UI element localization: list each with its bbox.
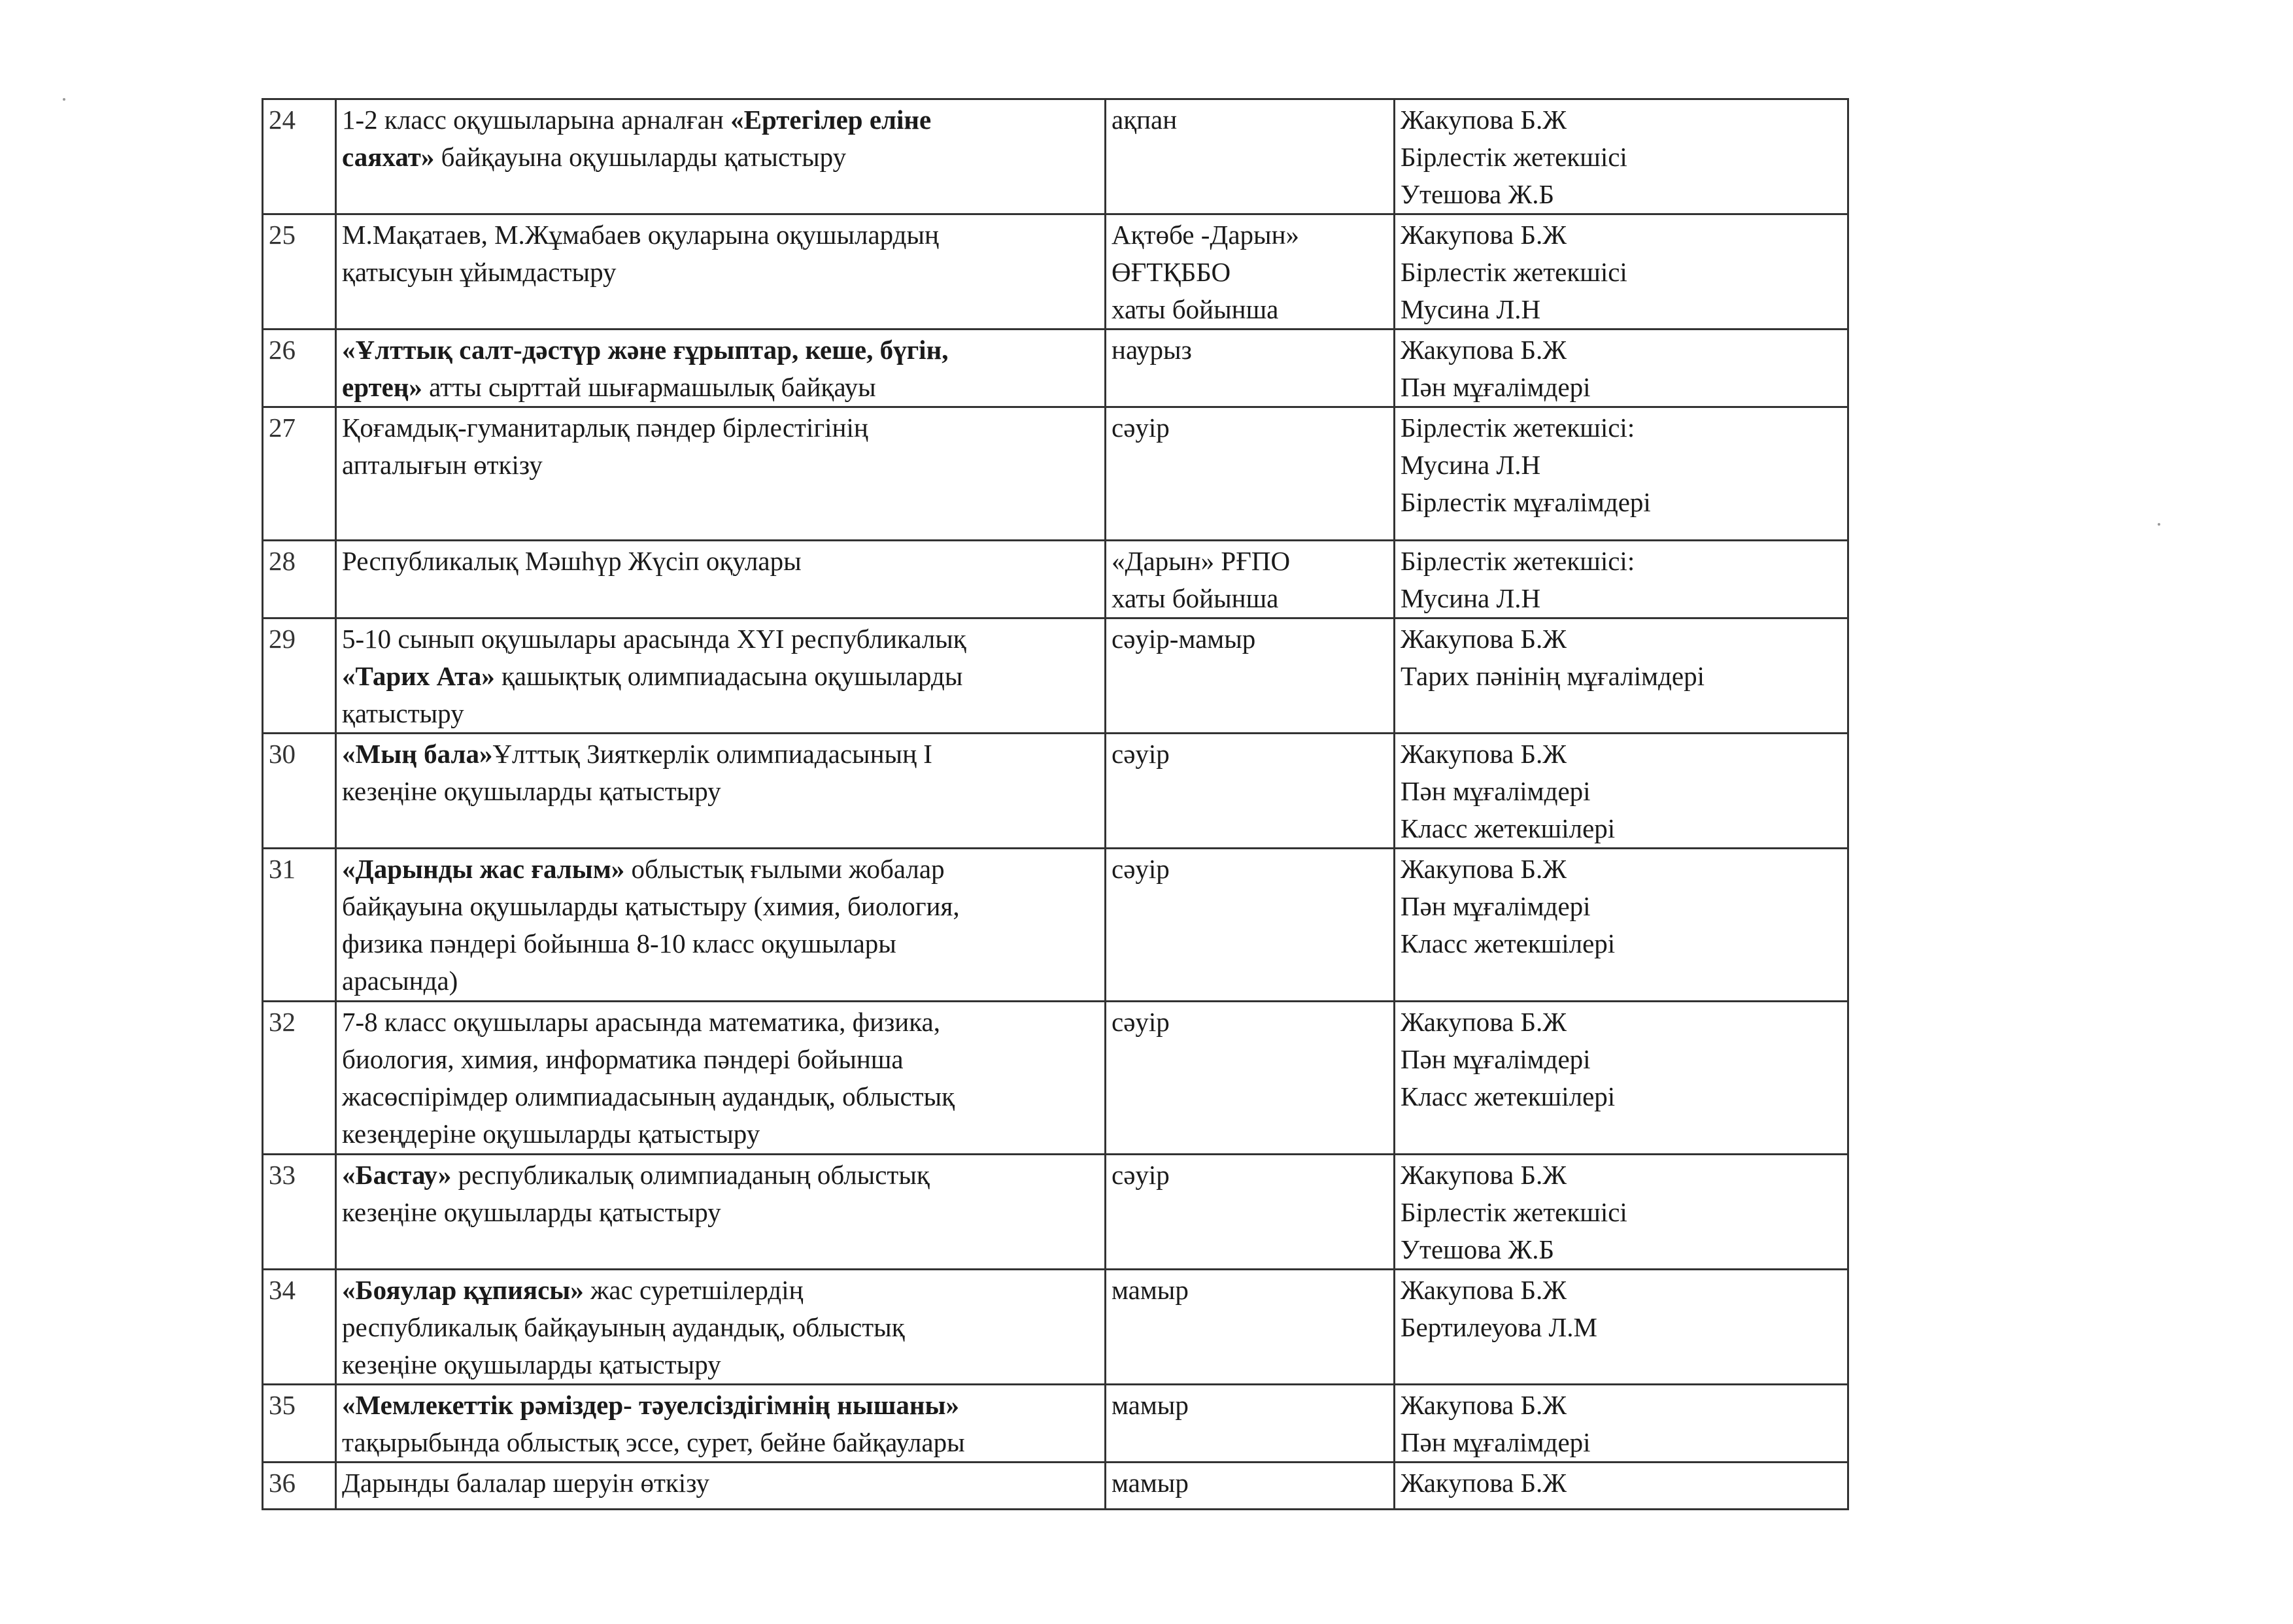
responsible-line: Бірлестік жетекшісі <box>1401 257 1627 287</box>
event-text: кезеңіне оқушыларды қатыстыру <box>342 1349 721 1379</box>
event-title-bold: «Дарынды жас ғалым» <box>342 854 625 884</box>
event-title-bold: «Ұлттық салт-дәстүр және ғұрыптар, кеше, бүгін, <box>342 335 949 365</box>
event-title-bold: «Бастау» <box>342 1160 452 1190</box>
event-text: Республикалық Мәшһүр Жүсіп оқулары <box>342 546 802 576</box>
event-text: республикалық байқауының аудандық, облыстық <box>342 1312 905 1342</box>
event-title-bold: «Ертегілер еліне <box>730 105 932 135</box>
event-date <box>1106 1463 1395 1510</box>
event-text: тақырыбында облыстық эссе, сурет, бейне байқаулары <box>342 1427 965 1457</box>
responsible-line: Жакупова Б.Ж <box>1401 1390 1567 1420</box>
event-line <box>342 888 1100 925</box>
scan-speck <box>63 98 65 101</box>
event-description <box>336 99 1106 214</box>
event-date <box>1106 1155 1395 1270</box>
event-line <box>342 409 1100 447</box>
event-date <box>1106 99 1395 214</box>
row-number: 24 <box>263 99 336 214</box>
event-text: Ұлттық Зияткерлік олимпиадасының І <box>492 739 932 769</box>
table-row <box>263 541 1848 618</box>
table-row <box>263 1463 1848 1510</box>
row-number: 28 <box>263 541 336 618</box>
event-text: республикалық олимпиаданың облыстық <box>451 1160 930 1190</box>
event-text: 7-8 класс оқушылары арасында математика, физика, <box>342 1007 940 1037</box>
responsible-line: Жакупова Б.Ж <box>1401 335 1567 365</box>
event-text: облыстық ғылыми жобалар <box>624 854 945 884</box>
event-description <box>336 1270 1106 1385</box>
row-number: 36 <box>263 1463 336 1510</box>
date-line: сәуір <box>1112 413 1170 443</box>
date-line: сәуір <box>1112 1007 1170 1037</box>
event-description <box>336 407 1106 541</box>
event-line <box>342 1387 1100 1424</box>
event-description <box>336 330 1106 407</box>
event-line <box>342 925 1100 962</box>
event-date <box>1106 541 1395 618</box>
responsible-line: Утешова Ж.Б <box>1401 1234 1555 1264</box>
event-description <box>336 1385 1106 1463</box>
responsible-persons <box>1395 618 1848 734</box>
date-line: хаты бойынша <box>1112 583 1279 613</box>
event-description <box>336 1002 1106 1155</box>
date-line: ӨҒТҚББО <box>1112 257 1231 287</box>
responsible-line: Пән мұғалімдері <box>1401 776 1591 806</box>
row-number: 32 <box>263 1002 336 1155</box>
event-text: 1-2 класс оқушыларына арналған <box>342 105 731 135</box>
responsible-persons <box>1395 1385 1848 1463</box>
event-description <box>336 734 1106 849</box>
event-line <box>342 101 1100 139</box>
scan-speck <box>2158 523 2160 526</box>
event-date <box>1106 330 1395 407</box>
row-number: 25 <box>263 214 336 330</box>
event-date <box>1106 734 1395 849</box>
date-line: хаты бойынша <box>1112 294 1279 324</box>
responsible-persons <box>1395 99 1848 214</box>
responsible-line: Класс жетекшілері <box>1401 1081 1616 1111</box>
event-line <box>342 447 1100 484</box>
responsible-line: Жакупова Б.Ж <box>1401 854 1567 884</box>
event-line <box>342 1041 1100 1078</box>
event-text: жасөспірімдер олимпиадасының аудандық, облыстық <box>342 1081 955 1111</box>
event-text: 5-10 сынып оқушылары арасында ХҮІ республикалық <box>342 624 966 654</box>
event-line <box>342 1424 1100 1461</box>
event-title-bold: «Мың бала» <box>342 739 493 769</box>
date-line: сәуір <box>1112 739 1170 769</box>
responsible-line: Жакупова Б.Ж <box>1401 1160 1567 1190</box>
responsible-persons <box>1395 330 1848 407</box>
responsible-line: Мусина Л.Н <box>1401 294 1541 324</box>
event-text: биология, химия, информатика пәндері бойынша <box>342 1044 904 1074</box>
responsible-line: Жакупова Б.Ж <box>1401 624 1567 654</box>
row-number: 27 <box>263 407 336 541</box>
event-line <box>342 736 1100 773</box>
events-plan-body <box>263 99 1848 1510</box>
row-number: 33 <box>263 1155 336 1270</box>
responsible-line: Жакупова Б.Ж <box>1401 739 1567 769</box>
event-line <box>342 543 1100 580</box>
event-line <box>342 1272 1100 1309</box>
table-row <box>263 1385 1848 1463</box>
event-text: байқауына оқушыларды қатыстыру <box>434 142 847 172</box>
table-row <box>263 618 1848 734</box>
date-line: ақпан <box>1112 105 1178 135</box>
date-line: «Дарын» РҒПО <box>1112 546 1291 576</box>
responsible-line: Бірлестік жетекшісі <box>1401 1197 1627 1227</box>
responsible-line: Жакупова Б.Ж <box>1401 220 1567 250</box>
event-text: М.Мақатаев, М.Жұмабаев оқуларына оқушылардың <box>342 220 939 250</box>
table-row <box>263 849 1848 1002</box>
responsible-line: Бірлестік жетекшісі <box>1401 142 1627 172</box>
responsible-line: Класс жетекшілері <box>1401 813 1616 843</box>
responsible-line: Класс жетекшілері <box>1401 928 1616 958</box>
responsible-line: Мусина Л.Н <box>1401 450 1541 480</box>
event-line <box>342 254 1100 291</box>
responsible-line: Жакупова Б.Ж <box>1401 1007 1567 1037</box>
event-line <box>342 1309 1100 1346</box>
event-line <box>342 139 1100 176</box>
responsible-persons <box>1395 407 1848 541</box>
event-line <box>342 851 1100 888</box>
date-line: мамыр <box>1112 1390 1189 1420</box>
table-row <box>263 99 1848 214</box>
responsible-persons <box>1395 1002 1848 1155</box>
date-line: мамыр <box>1112 1275 1189 1305</box>
responsible-persons <box>1395 734 1848 849</box>
responsible-persons <box>1395 214 1848 330</box>
date-line: мамыр <box>1112 1468 1189 1498</box>
event-line <box>342 369 1100 406</box>
responsible-line: Жакупова Б.Ж <box>1401 1468 1567 1498</box>
event-text: кезеңіне оқушыларды қатыстыру <box>342 1197 721 1227</box>
event-text: байқауына оқушыларды қатыстыру (химия, биология, <box>342 891 960 921</box>
responsible-line: Жакупова Б.Ж <box>1401 1275 1567 1305</box>
responsible-persons <box>1395 1270 1848 1385</box>
event-text: физика пәндері бойынша 8-10 класс оқушылары <box>342 928 896 958</box>
date-line: сәуір <box>1112 1160 1170 1190</box>
event-text: кезеңдеріне оқушыларды қатыстыру <box>342 1119 760 1149</box>
event-line <box>342 216 1100 254</box>
event-text: Дарынды балалар шеруін өткізу <box>342 1468 710 1498</box>
responsible-persons <box>1395 1463 1848 1510</box>
event-description <box>336 1155 1106 1270</box>
event-date <box>1106 1385 1395 1463</box>
event-description <box>336 541 1106 618</box>
row-number: 35 <box>263 1385 336 1463</box>
row-number: 34 <box>263 1270 336 1385</box>
table-row <box>263 214 1848 330</box>
event-title-bold: ертең» <box>342 372 422 402</box>
event-line <box>342 1464 1100 1502</box>
responsible-line: Бертилеуова Л.М <box>1401 1312 1597 1342</box>
event-description <box>336 214 1106 330</box>
event-description <box>336 849 1106 1002</box>
event-line <box>342 620 1100 658</box>
event-line <box>342 962 1100 1000</box>
table-row <box>263 734 1848 849</box>
event-text: қатысуын ұйымдастыру <box>342 257 617 287</box>
responsible-line: Пән мұғалімдері <box>1401 1427 1591 1457</box>
row-number: 30 <box>263 734 336 849</box>
event-date <box>1106 618 1395 734</box>
event-text: қатыстыру <box>342 698 464 728</box>
row-number: 26 <box>263 330 336 407</box>
event-title-bold: «Бояулар құпиясы» <box>342 1275 584 1305</box>
event-text: кезеңіне оқушыларды қатыстыру <box>342 776 721 806</box>
event-line <box>342 331 1100 369</box>
responsible-line: Пән мұғалімдері <box>1401 891 1591 921</box>
event-text: атты сырттай шығармашылық байқауы <box>422 372 876 402</box>
table-row <box>263 407 1848 541</box>
event-line <box>342 1078 1100 1115</box>
responsible-line: Бірлестік жетекшісі: <box>1401 546 1635 576</box>
responsible-line: Пән мұғалімдері <box>1401 1044 1591 1074</box>
event-date <box>1106 1270 1395 1385</box>
date-line: сәуір-мамыр <box>1112 624 1256 654</box>
table-row <box>263 330 1848 407</box>
responsible-persons <box>1395 1155 1848 1270</box>
event-text: қашықтық олимпиадасына оқушыларды <box>494 661 963 691</box>
event-text: арасында) <box>342 966 458 996</box>
event-line <box>342 1346 1100 1383</box>
table-row <box>263 1002 1848 1155</box>
event-title-bold: саяхат» <box>342 142 435 172</box>
row-number: 29 <box>263 618 336 734</box>
responsible-persons <box>1395 541 1848 618</box>
responsible-line: Тарих пәнінің мұғалімдері <box>1401 661 1705 691</box>
events-plan-table <box>262 98 1849 1510</box>
event-date <box>1106 214 1395 330</box>
event-title-bold: «Тарих Ата» <box>342 661 495 691</box>
responsible-line: Жакупова Б.Ж <box>1401 105 1567 135</box>
responsible-line: Мусина Л.Н <box>1401 583 1541 613</box>
event-line <box>342 1157 1100 1194</box>
event-line <box>342 658 1100 695</box>
event-text: апталығын өткізу <box>342 450 543 480</box>
event-line <box>342 1194 1100 1231</box>
responsible-line: Бірлестік жетекшісі: <box>1401 413 1635 443</box>
event-text: жас суретшілердің <box>583 1275 804 1305</box>
event-line <box>342 773 1100 810</box>
date-line: Ақтөбе -Дарын» <box>1112 220 1300 250</box>
event-line <box>342 1115 1100 1153</box>
event-date <box>1106 849 1395 1002</box>
event-text: Қоғамдық-гуманитарлық пәндер бірлестігінің <box>342 413 868 443</box>
event-description <box>336 618 1106 734</box>
table-row <box>263 1155 1848 1270</box>
event-line <box>342 1004 1100 1041</box>
event-date <box>1106 407 1395 541</box>
row-number: 31 <box>263 849 336 1002</box>
event-description <box>336 1463 1106 1510</box>
responsible-line: Пән мұғалімдері <box>1401 372 1591 402</box>
responsible-line: Бірлестік мұғалімдері <box>1401 487 1651 517</box>
date-line: сәуір <box>1112 854 1170 884</box>
date-line: наурыз <box>1112 335 1192 365</box>
event-line <box>342 695 1100 732</box>
event-date <box>1106 1002 1395 1155</box>
responsible-persons <box>1395 849 1848 1002</box>
responsible-line: Утешова Ж.Б <box>1401 179 1555 209</box>
event-title-bold: «Мемлекеттік рәміздер- тәуелсіздігімнің нышаны» <box>342 1390 959 1420</box>
table-row <box>263 1270 1848 1385</box>
